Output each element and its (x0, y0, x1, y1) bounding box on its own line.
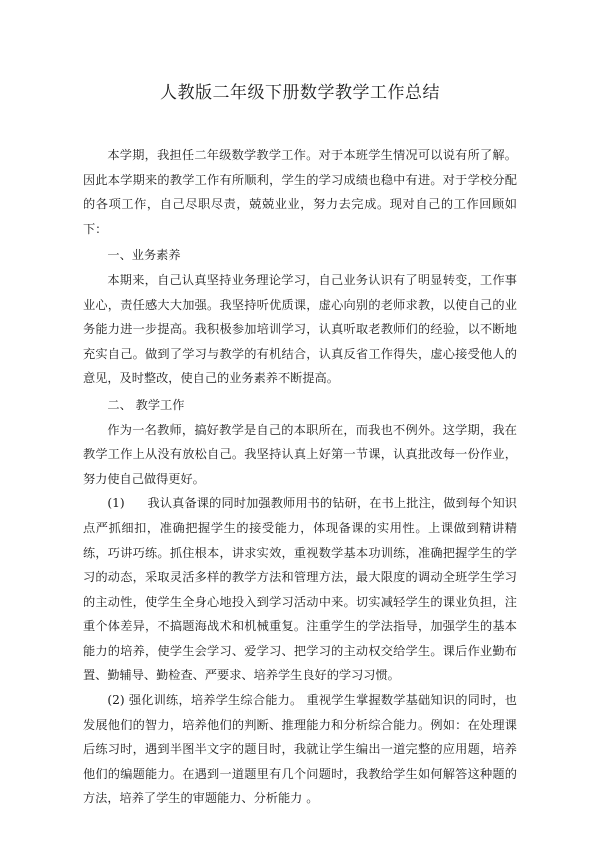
teaching-item-2 (83, 688, 517, 811)
teaching-item-1 (83, 491, 517, 688)
intro-paragraph: 本学期，我担任二年级数学教学工作。对于本班学生情况可以说有所了解。因此本学期来的教学工作有所顺利，学生的学习成绩也稳中有进。对于学校分配的各项工作，自己尽职尽责，兢兢业业，努力去完成。现对自己的工作回顾如下： (83, 148, 517, 236)
document-body (83, 143, 517, 811)
section-heading-business: 一、业务素养 (107, 248, 181, 263)
section-business-paragraph: 本期来，自己认真坚持业务理论学习，自己业务认识有了明显转变，工作事业心，责任感大大加强。我坚持听优质课，虚心向别的老师求教，以使自己的业务能力进一步提高。我积极参加培训学习，认真听取老教师们的经验，以不断地充实自己。做到了学习与教学的有机结合，认真反省工作得失，虚心接受他人的意见，及时整改，使自己的业务素养不断提高。 (83, 272, 517, 386)
item-1-text: 我认真备课的同时加强教师用书的钻研，在书上批注，做到每个知识点严抓细扣，准确把握学生的接受能力，体现备课的实用性。上课做到精讲精练，巧讲巧练。抓住根本，讲求实效，重视数学基本功训练，准确把握学生的学习的动态，采取灵活多样的教学方法和管理方法，最大限度的调动全班学生学习的主动性，使学生全身心地投入到学习活动中来。切实减轻学生的课业负担，注重个体差异，不搞题海战术和机械重复。注重学生的学法指导，加强学生的基本能力的培养，使学生会学习、爱学习、把学习的主动权交给学生。课后作业勤布置、勤辅导、勤检查、严要求、培养学生良好的学习习惯。 (83, 496, 517, 683)
item-2-number: (2) (107, 693, 125, 708)
section-teaching-intro: 作为一名教师，搞好教学是自己的本职所在，而我也不例外。这学期，我在教学工作上从没有放松自己。我坚持认真上好第一节课，认真批改每一份作业，努力使自己做得更好。 (83, 422, 517, 486)
document-title: 人教版二年级下册数学教学工作总结 (160, 83, 440, 103)
section-heading-teaching: 二、 教学工作 (107, 397, 185, 412)
item-1-number: (1) (107, 496, 125, 511)
item-2-text: 强化训练，培养学生综合能力。 重视学生掌握数学基础知识的同时，也发展他们的智力，培养他们的判断、推理能力和分析综合能力。例如：在处理课后练习时，遇到半图半文字的题目时，我就让学生编出一道完整的应用题，培养他们的编题能力。在遇到一道题里有几个问题时，我教给学生如何解答这种题的方法，培养了学生的审题能力、分析能力 。 (83, 693, 517, 806)
